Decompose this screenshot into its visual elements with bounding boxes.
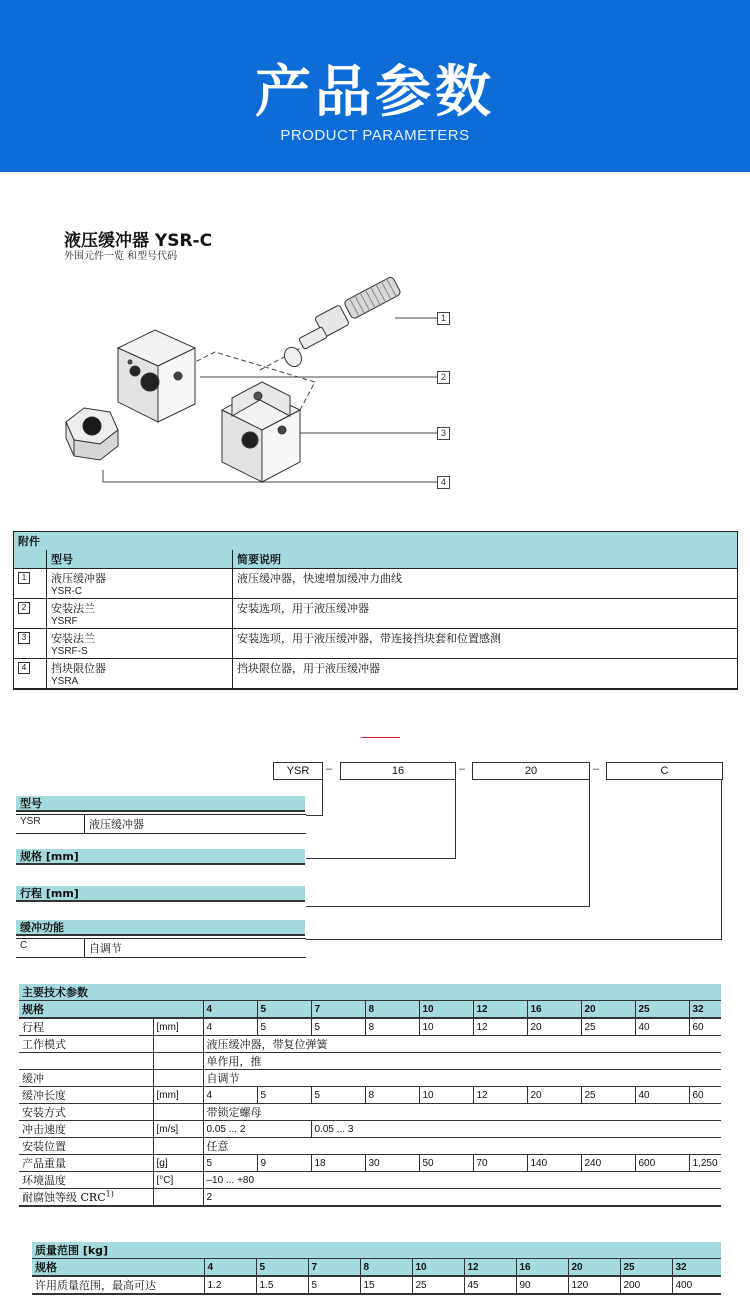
table-row: 许用质量范围，最高可达 1.2 1.5 5 15 25 45 90 120 200 400 [32, 1276, 721, 1294]
row-desc: 液压缓冲器，快速增加缓冲力曲线 [233, 569, 738, 599]
order-type-header: 型号 [16, 796, 305, 812]
callout-2: 2 [437, 371, 450, 384]
table-row: 产品重量 [g] 5 9 18 30 50 70 140 240 600 1,250 [19, 1155, 721, 1172]
row-desc: 安装选项，用于液压缓冲器，带连接挡块套和位置感测 [233, 629, 738, 659]
mass-title: 质量范围 [kg] [32, 1242, 721, 1259]
mass-range-table [32, 1242, 721, 1295]
row-code: YSRA [51, 676, 79, 687]
type-desc: 液压缓冲器 [85, 815, 307, 834]
row-name: 安装法兰 [51, 602, 95, 615]
code-box-size: 16 [340, 762, 456, 780]
table-row [14, 659, 738, 690]
order-type-table [16, 814, 306, 834]
code-box-type: YSR [273, 762, 323, 780]
slotted-flange-drawing [222, 382, 300, 482]
table-row [14, 629, 738, 659]
col-type-header: 型号 [47, 550, 233, 569]
col-desc-header: 简要说明 [233, 550, 738, 569]
table-row: 安装方式 带锁定螺母 [19, 1104, 721, 1121]
tech-title: 主要技术参数 [19, 984, 721, 1001]
row-name: 挡块限位器 [51, 662, 106, 675]
row-number: 4 [18, 662, 30, 674]
table-row [14, 569, 738, 599]
table-row: 缓冲 自调节 [19, 1070, 721, 1087]
table-row: 缓冲长度 [mm] 4 5 5 8 10 12 20 25 40 60 [19, 1087, 721, 1104]
red-divider [361, 737, 400, 738]
callout-4: 4 [437, 476, 450, 489]
mounting-flange-drawing [118, 330, 195, 422]
row-code: YSR-C [51, 586, 83, 597]
accessories-table [13, 531, 738, 690]
code-box-stroke: 20 [472, 762, 590, 780]
code-dash: – [593, 763, 600, 775]
table-row [14, 599, 738, 629]
tech-data-table [19, 984, 721, 1207]
table-row: 工作模式 液压缓冲器，带复位弹簧 [19, 1036, 721, 1053]
row-number: 1 [18, 572, 30, 584]
table-row: 单作用，推 [19, 1053, 721, 1070]
diagram-subtitle: 外围元件一览 和型号代码 [64, 251, 178, 262]
cushion-code: C [16, 939, 85, 958]
order-stroke-header: 行程 [mm] [16, 886, 305, 902]
table-row: 环境温度 [°C] –10 ... +80 [19, 1172, 721, 1189]
cushion-desc: 自调节 [85, 939, 307, 958]
type-code: YSR [16, 815, 85, 834]
tech-size-row: 规格 4 5 7 8 10 12 16 20 25 32 [19, 1001, 721, 1019]
code-box-cushion: C [606, 762, 723, 780]
row-code: YSRF-S [51, 646, 88, 657]
table-row: 耐腐蚀等级 CRC$^{1)}$ 2 [19, 1189, 721, 1207]
row-name: 液压缓冲器 [51, 572, 106, 585]
table-row: 行程 [mm] 4 5 5 8 10 12 20 25 40 60 [19, 1018, 721, 1036]
order-cushion-header: 缓冲功能 [16, 920, 305, 936]
table-row: 安装位置 任意 [19, 1138, 721, 1155]
stop-nut-drawing [66, 408, 118, 460]
shock-absorber-drawing [281, 276, 401, 370]
accessories-section-header [14, 532, 738, 551]
code-dash: – [326, 763, 333, 775]
banner-title: 产品参数 [255, 60, 495, 125]
table-row: 冲击速度 [m/s] 0.05 ... 2 0.05 ... 3 [19, 1121, 721, 1138]
row-desc: 挡块限位器，用于液压缓冲器 [233, 659, 738, 690]
banner-subtitle: PRODUCT PARAMETERS [280, 127, 470, 144]
accessories-exploded-drawing [0, 270, 750, 500]
order-size-header: 规格 [mm] [16, 849, 305, 865]
mass-size-row: 规格 4 5 7 8 10 12 16 20 25 32 [32, 1259, 721, 1277]
row-code: YSRF [51, 616, 78, 627]
diagram-title: 液压缓冲器 YSR-C [64, 231, 213, 251]
accessories-col-header [14, 550, 738, 569]
callout-1: 1 [437, 312, 450, 325]
row-number: 2 [18, 602, 30, 614]
row-name: 安装法兰 [51, 632, 95, 645]
accessories-section-title: 附件 [14, 532, 738, 551]
callout-3: 3 [437, 427, 450, 440]
code-dash: – [459, 763, 466, 775]
row-number: 3 [18, 632, 30, 644]
header-banner [0, 0, 750, 172]
order-cushion-table [16, 938, 306, 958]
row-desc: 安装选项，用于液压缓冲器 [233, 599, 738, 629]
